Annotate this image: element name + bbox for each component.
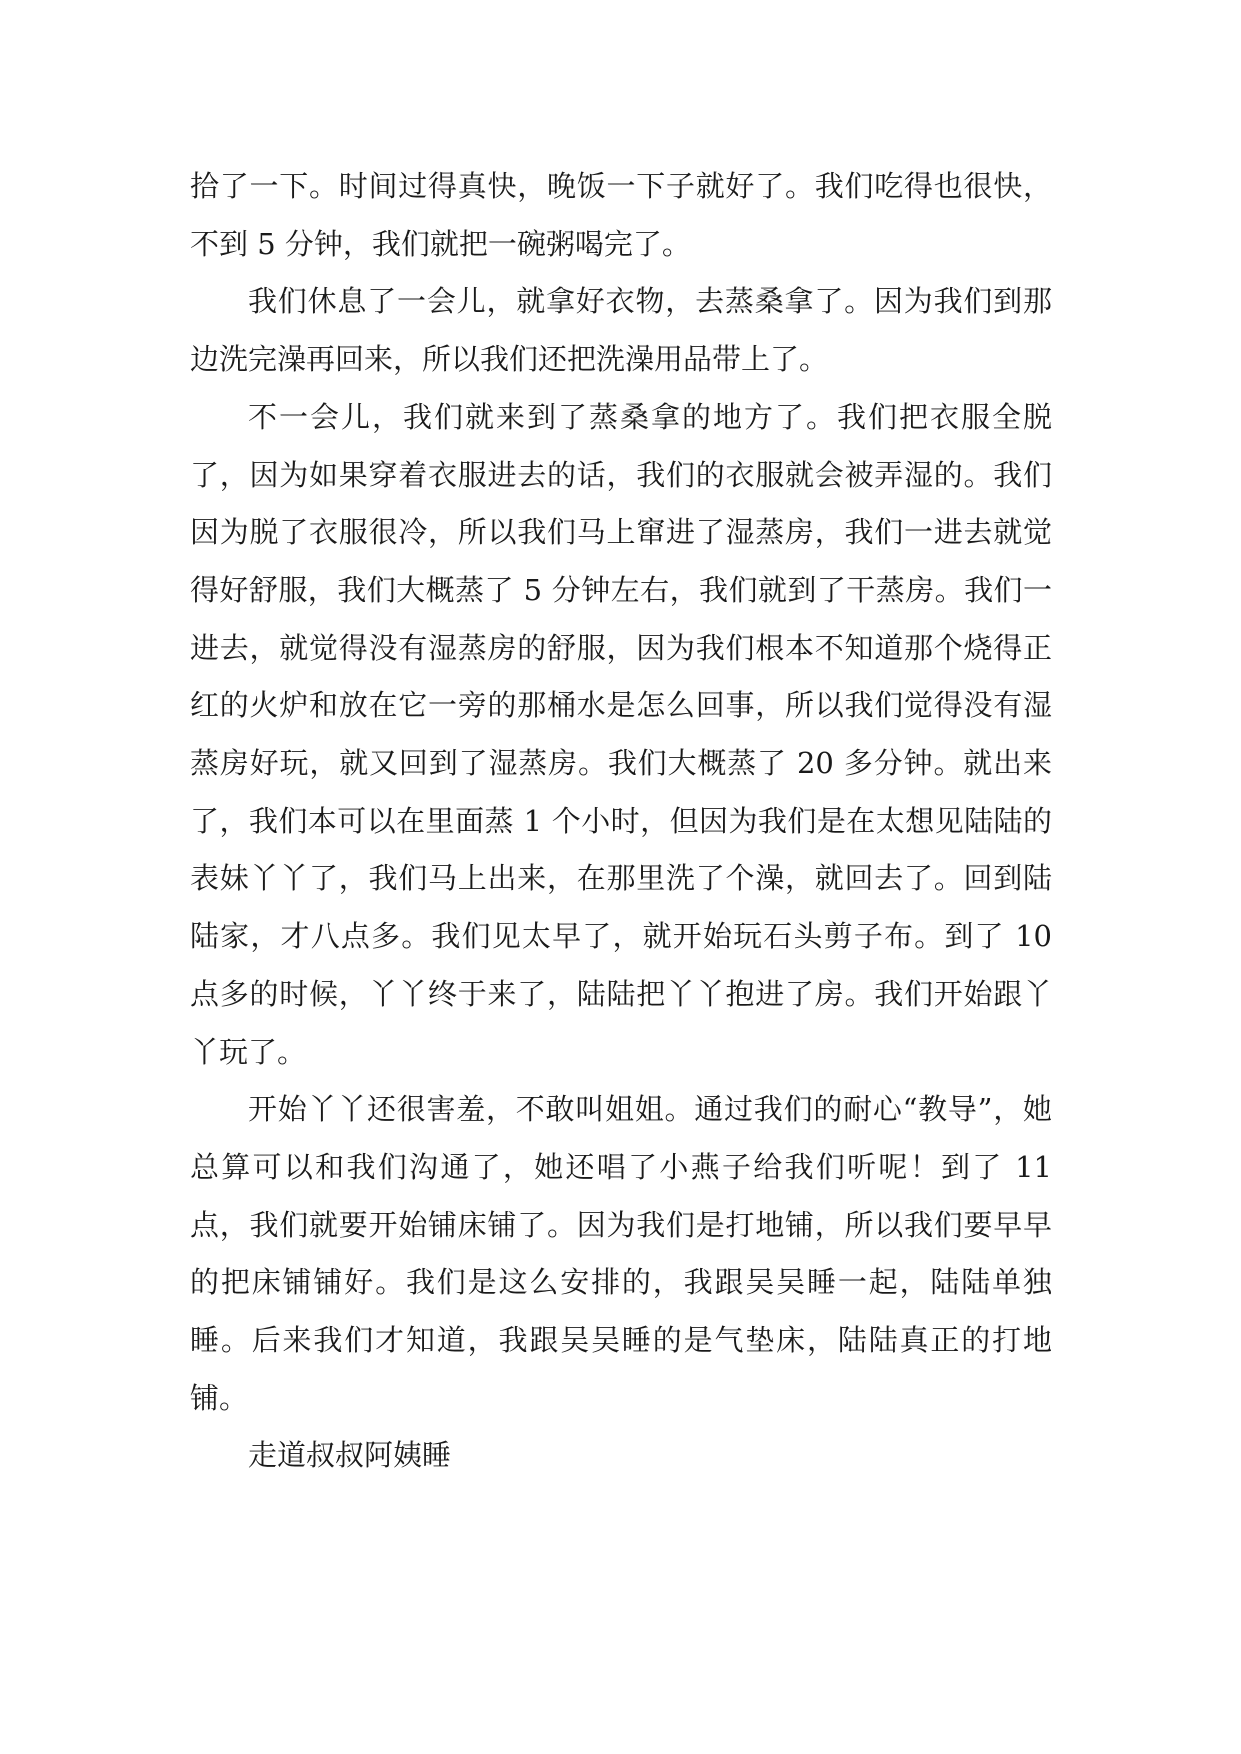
paragraph-2: 我们休息了一会儿，就拿好衣物，去蒸桑拿了。因为我们到那边洗完澡再回来，所以我们还把洗澡用品带上了。 bbox=[190, 284, 1052, 377]
document-body bbox=[190, 158, 1052, 1485]
paragraph-3: 不一会儿，我们就来到了蒸桑拿的地方了。我们把衣服全脱了，因为如果穿着衣服进去的话，我们的衣服就会被弄湿的。我们因为脱了衣服很冷，所以我们马上窜进了湿蒸房，我们一进去就觉得好舒服，我们大概蒸了 5 分钟左右，我们就到了干蒸房。我们一进去，就觉得没有湿蒸房的舒服，因为我们根本不知道那个烧得正红的火炉和放在它一旁的那桶水是怎么回事，所以我们觉得没有湿蒸房好玩，就又回到了湿蒸房。我们大概蒸了 20 多分钟。就出来了，我们本可以在里面蒸 1 个小时，但因为我们是在太想见陆陆的表妹丫丫了，我们马上出来，在那里洗了个澡，就回去了。回到陆陆家，才八点多。我们见太早了，就开始玩石头剪子布。到了 10 点多的时候，丫丫终于来了，陆陆把丫丫抱进了房。我们开始跟丫丫玩了。 bbox=[190, 399, 1052, 1069]
paragraph-4: 开始丫丫还很害羞，不敢叫姐姐。通过我们的耐心“教导”，她总算可以和我们沟通了，她还唱了小燕子给我们听呢！到了 11 点，我们就要开始铺床铺了。因为我们是打地铺，所以我们要早早的把床铺铺好。我们是这么安排的，我跟吴吴睡一起，陆陆单独睡。后来我们才知道，我跟吴吴睡的是气垫床，陆陆真正的打地铺。 bbox=[190, 1092, 1052, 1415]
paragraph-1: 拾了一下。时间过得真快，晚饭一下子就好了。我们吃得也很快，不到 5 分钟，我们就把一碗粥喝完了。 bbox=[190, 169, 1052, 261]
paragraph-5: 走道叔叔阿姨睡 bbox=[248, 1438, 452, 1473]
